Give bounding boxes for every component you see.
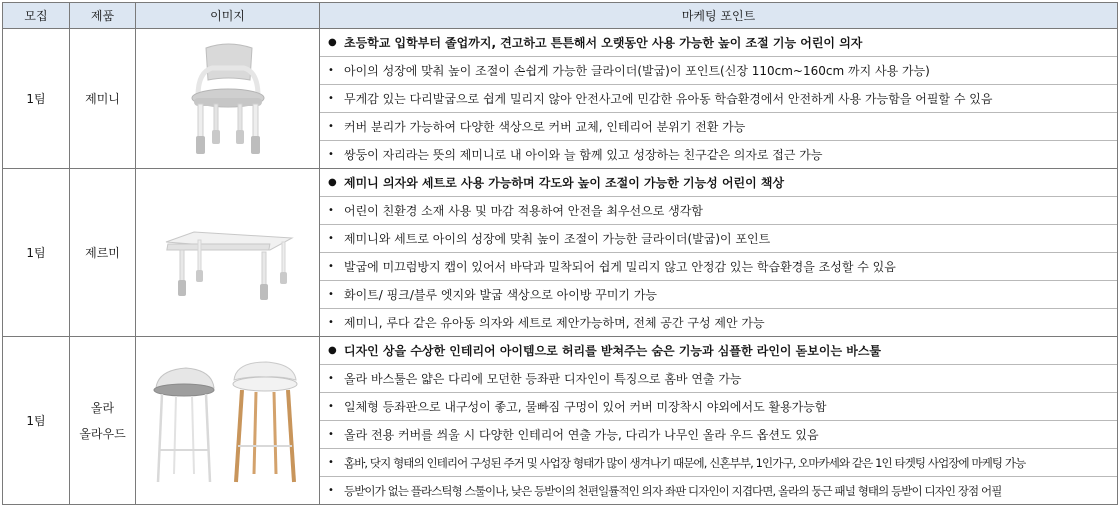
- marketing-table: [2, 2, 1118, 505]
- bullet-icon: •: [328, 149, 334, 160]
- bullet-icon: ●: [328, 345, 337, 356]
- bullet-icon: ●: [328, 177, 337, 188]
- product-cell: [70, 29, 136, 169]
- list-item: • 어린이 친환경 소재 사용 및 마감 적용하여 안전을 최우선으로 생각함: [320, 197, 1117, 225]
- bullet-icon: •: [328, 205, 334, 216]
- bullet-icon: •: [328, 65, 334, 76]
- table-row: [3, 337, 1118, 505]
- list-item: • 무게감 있는 다리발굽으로 쉽게 밀리지 않아 안전사고에 민감한 유아동 학습환경에서 안전하게 사용 가능함을 어필할 수 있음: [320, 85, 1117, 113]
- marketing-points: [320, 169, 1118, 337]
- product-name: 제미니: [85, 91, 120, 106]
- bar-stool-photo: [148, 354, 308, 488]
- list-item: • 제미니와 세트로 아이의 성장에 맞춰 높이 조절이 가능한 글라이더(발굽)이 포인트: [320, 225, 1117, 253]
- product-cell: [70, 337, 136, 505]
- list-item: • 일체형 등좌판으로 내구성이 좋고, 물빠짐 구멍이 있어 커버 미장착시 야외에서도 활용가능함: [320, 393, 1117, 421]
- bullet-icon: •: [328, 121, 334, 132]
- bullet-icon: •: [328, 317, 334, 328]
- kids-desk-photo: [158, 198, 298, 308]
- bullet-icon: •: [328, 485, 333, 496]
- bullet-icon: ●: [328, 37, 337, 48]
- bullet-icon: •: [328, 233, 334, 244]
- kids-chair-photo: [168, 38, 288, 160]
- product-name: 올라: [90, 400, 115, 415]
- header-marketing: 마케팅 포인트: [320, 3, 1118, 29]
- product-image: [136, 29, 320, 169]
- list-item: ● 초등학교 입학부터 졸업까지, 견고하고 튼튼해서 오랫동안 사용 가능한 높이 조절 기능 어린이 의자: [320, 29, 1117, 57]
- list-item: • 제미니, 루다 같은 유아동 의자와 세트로 제안가능하며, 전체 공간 구성 제안 가능: [328, 316, 765, 330]
- list-item: • 아이의 성장에 맞춰 높이 조절이 손쉽게 가능한 글라이더(발굽)이 포인트(신장 110cm~160cm 까지 사용 가능): [320, 57, 1117, 85]
- list-item: • 홈바, 닷지 형태의 인테리어 구성된 주거 및 사업장 형태가 많이 생겨나기 때문에, 신혼부부, 1인가구, 오마카세와 같은 1인 타겟팅 사업장에 마케팅 가능: [320, 449, 1117, 477]
- table-row: [3, 169, 1118, 337]
- list-item: • 올라 전용 커버를 씌울 시 다양한 인테리어 연출 가능, 다리가 나무인 올라 우드 옵션도 있음: [320, 421, 1117, 449]
- header-row: [3, 3, 1118, 29]
- product-image: [136, 169, 320, 337]
- team-cell: 1팀: [3, 169, 70, 337]
- team-cell: 1팀: [3, 337, 70, 505]
- product-name-variant: 올라우드: [79, 426, 126, 441]
- product-name: 제르미: [85, 245, 120, 260]
- bullet-icon: •: [328, 373, 334, 384]
- list-item: • 쌍둥이 자리라는 뜻의 제미니로 내 아이와 늘 함께 있고 성장하는 친구같은 의자로 접근 가능: [328, 148, 823, 162]
- bullet-icon: •: [328, 401, 334, 412]
- team-cell: 1팀: [3, 29, 70, 169]
- header-product: 제품: [70, 3, 136, 29]
- table-row: [3, 29, 1118, 169]
- list-item: • 발굽에 미끄럼방지 캡이 있어서 바닥과 밀착되어 쉽게 밀리지 않고 안정감 있는 학습환경을 조성할 수 있음: [320, 253, 1117, 281]
- marketing-points: [320, 29, 1118, 169]
- list-item: ● 제미니 의자와 세트로 사용 가능하며 각도와 높이 조절이 가능한 기능성 어린이 책상: [320, 169, 1117, 197]
- product-cell: [70, 169, 136, 337]
- product-image: [136, 337, 320, 505]
- bullet-icon: •: [328, 261, 334, 272]
- marketing-points: [320, 337, 1118, 505]
- list-item: • 커버 분리가 가능하여 다양한 색상으로 커버 교체, 인테리어 분위기 전환 가능: [320, 113, 1117, 141]
- header-image: 이미지: [136, 3, 320, 29]
- list-item: • 올라 바스툴은 얇은 다리에 모던한 등좌판 디자인이 특징으로 홈바 연출 가능: [320, 365, 1117, 393]
- list-item: • 화이트/ 핑크/블루 엣지와 발굽 색상으로 아이방 꾸미기 가능: [320, 281, 1117, 309]
- bullet-icon: •: [328, 457, 333, 468]
- bullet-icon: •: [328, 429, 334, 440]
- bullet-icon: •: [328, 289, 334, 300]
- list-item: • 등받이가 없는 플라스틱형 스툴이나, 낮은 등받이의 천편일률적인 의자 좌판 디자인이 지겹다면, 올라의 둥근 패널 형태의 등받이 디자인 장점 어필: [328, 483, 1002, 498]
- list-item: ● 디자인 상을 수상한 인테리어 아이템으로 허리를 받쳐주는 숨은 기능과 심플한 라인이 돋보이는 바스툴: [320, 337, 1117, 365]
- bullet-icon: •: [328, 93, 334, 104]
- header-team: 모집: [3, 3, 70, 29]
